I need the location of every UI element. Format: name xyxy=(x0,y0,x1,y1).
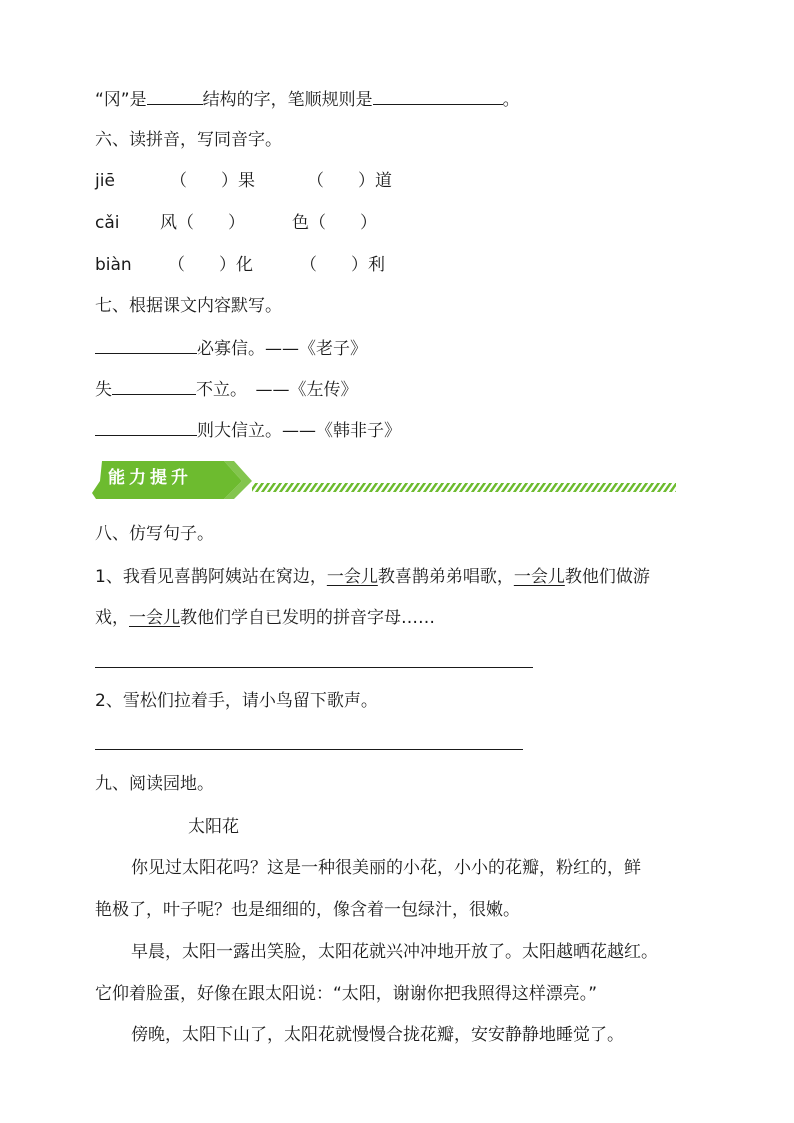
story-p2-line2: 它仰着脸蛋，好像在跟太阳说：“太阳，谢谢你把我照得这样漂亮。” xyxy=(95,984,598,1004)
story-title: 太阳花 xyxy=(188,817,239,837)
homophone-jie-a[interactable]: （ ）果 xyxy=(170,171,255,191)
q1-text-b: 教喜鹊弟弟唱歌， xyxy=(377,567,514,587)
homophone-jie-b[interactable]: （ ）道 xyxy=(307,171,392,191)
q2-line: 2、雪松们拉着手，请小鸟留下歌声。 xyxy=(95,691,378,711)
recite-line-laozi xyxy=(95,337,367,360)
answer-line-q1[interactable] xyxy=(95,667,533,668)
answer-blank-zuozhuan[interactable] xyxy=(112,378,196,395)
homophone-bian-b[interactable]: （ ）利 xyxy=(300,255,385,275)
recite-line-hanfeizi xyxy=(95,419,401,442)
homophone-cai-b[interactable]: 色（ ） xyxy=(292,213,377,233)
feng-part2: 结构的字，笔顺规则是 xyxy=(202,90,373,110)
answer-blank-structure[interactable] xyxy=(147,88,203,105)
story-p2-line1: 早晨，太阳一露出笑脸，太阳花就兴冲冲地开放了。太阳越晒花越红。 xyxy=(131,942,658,962)
pinyin-jie: jiē xyxy=(95,171,115,191)
q1-text-a: 1、我看见喜鹊阿姨站在窝边， xyxy=(95,567,327,587)
section7-title: 七、根据课文内容默写。 xyxy=(95,296,282,316)
answer-blank-laozi[interactable] xyxy=(95,337,197,354)
hanfeizi-text: 则大信立。——《韩非子》 xyxy=(197,421,401,441)
pinyin-bian: biàn xyxy=(95,255,132,275)
feng-part3: 。 xyxy=(502,90,520,110)
q1-line2 xyxy=(95,607,435,629)
homophone-bian-a[interactable]: （ ）化 xyxy=(168,255,253,275)
zuozhuan-pre: 失 xyxy=(95,380,112,400)
section8-title: 八、仿写句子。 xyxy=(95,524,214,544)
q1-text-d: 戏， xyxy=(95,608,129,628)
story-p1-line2: 艳极了，叶子呢？也是细细的，像含着一包绿汁，很嫩。 xyxy=(95,900,520,920)
zuozhuan-text: 不立。 ——《左传》 xyxy=(196,380,358,400)
q1-underlined-1: 一会儿 xyxy=(326,567,378,587)
story-p1-line1: 你见过太阳花吗？这是一种很美丽的小花，小小的花瓣，粉红的，鲜 xyxy=(131,858,641,878)
ability-banner xyxy=(92,459,682,499)
feng-part1: “冈”是 xyxy=(95,90,147,110)
q1-line1 xyxy=(95,566,650,588)
section6-title: 六、读拼音，写同音字。 xyxy=(95,130,282,150)
q1-underlined-3: 一会儿 xyxy=(129,608,180,628)
banner-label: 能力提升 xyxy=(108,468,192,488)
story-p3-line1: 傍晚，太阳下山了，太阳花就慢慢合拢花瓣，安安静静地睡觉了。 xyxy=(131,1025,624,1045)
recite-line-zuozhuan xyxy=(95,378,358,401)
answer-blank-hanfeizi[interactable] xyxy=(95,419,197,436)
answer-line-q2[interactable] xyxy=(95,749,523,750)
question-feng-structure xyxy=(95,88,520,111)
pinyin-cai: cǎi xyxy=(95,213,120,233)
q1-text-e: 教他们学自已发明的拼音字母…… xyxy=(180,608,435,628)
q1-underlined-2: 一会儿 xyxy=(513,567,565,587)
laozi-text: 必寡信。——《老子》 xyxy=(197,339,367,359)
homophone-cai-a[interactable]: 风（ ） xyxy=(160,213,245,233)
section9-title: 九、阅读园地。 xyxy=(95,774,214,794)
answer-blank-stroke-rule[interactable] xyxy=(373,88,503,105)
q1-text-c: 教他们做游 xyxy=(564,567,650,587)
banner-stripe-bar xyxy=(252,483,676,492)
